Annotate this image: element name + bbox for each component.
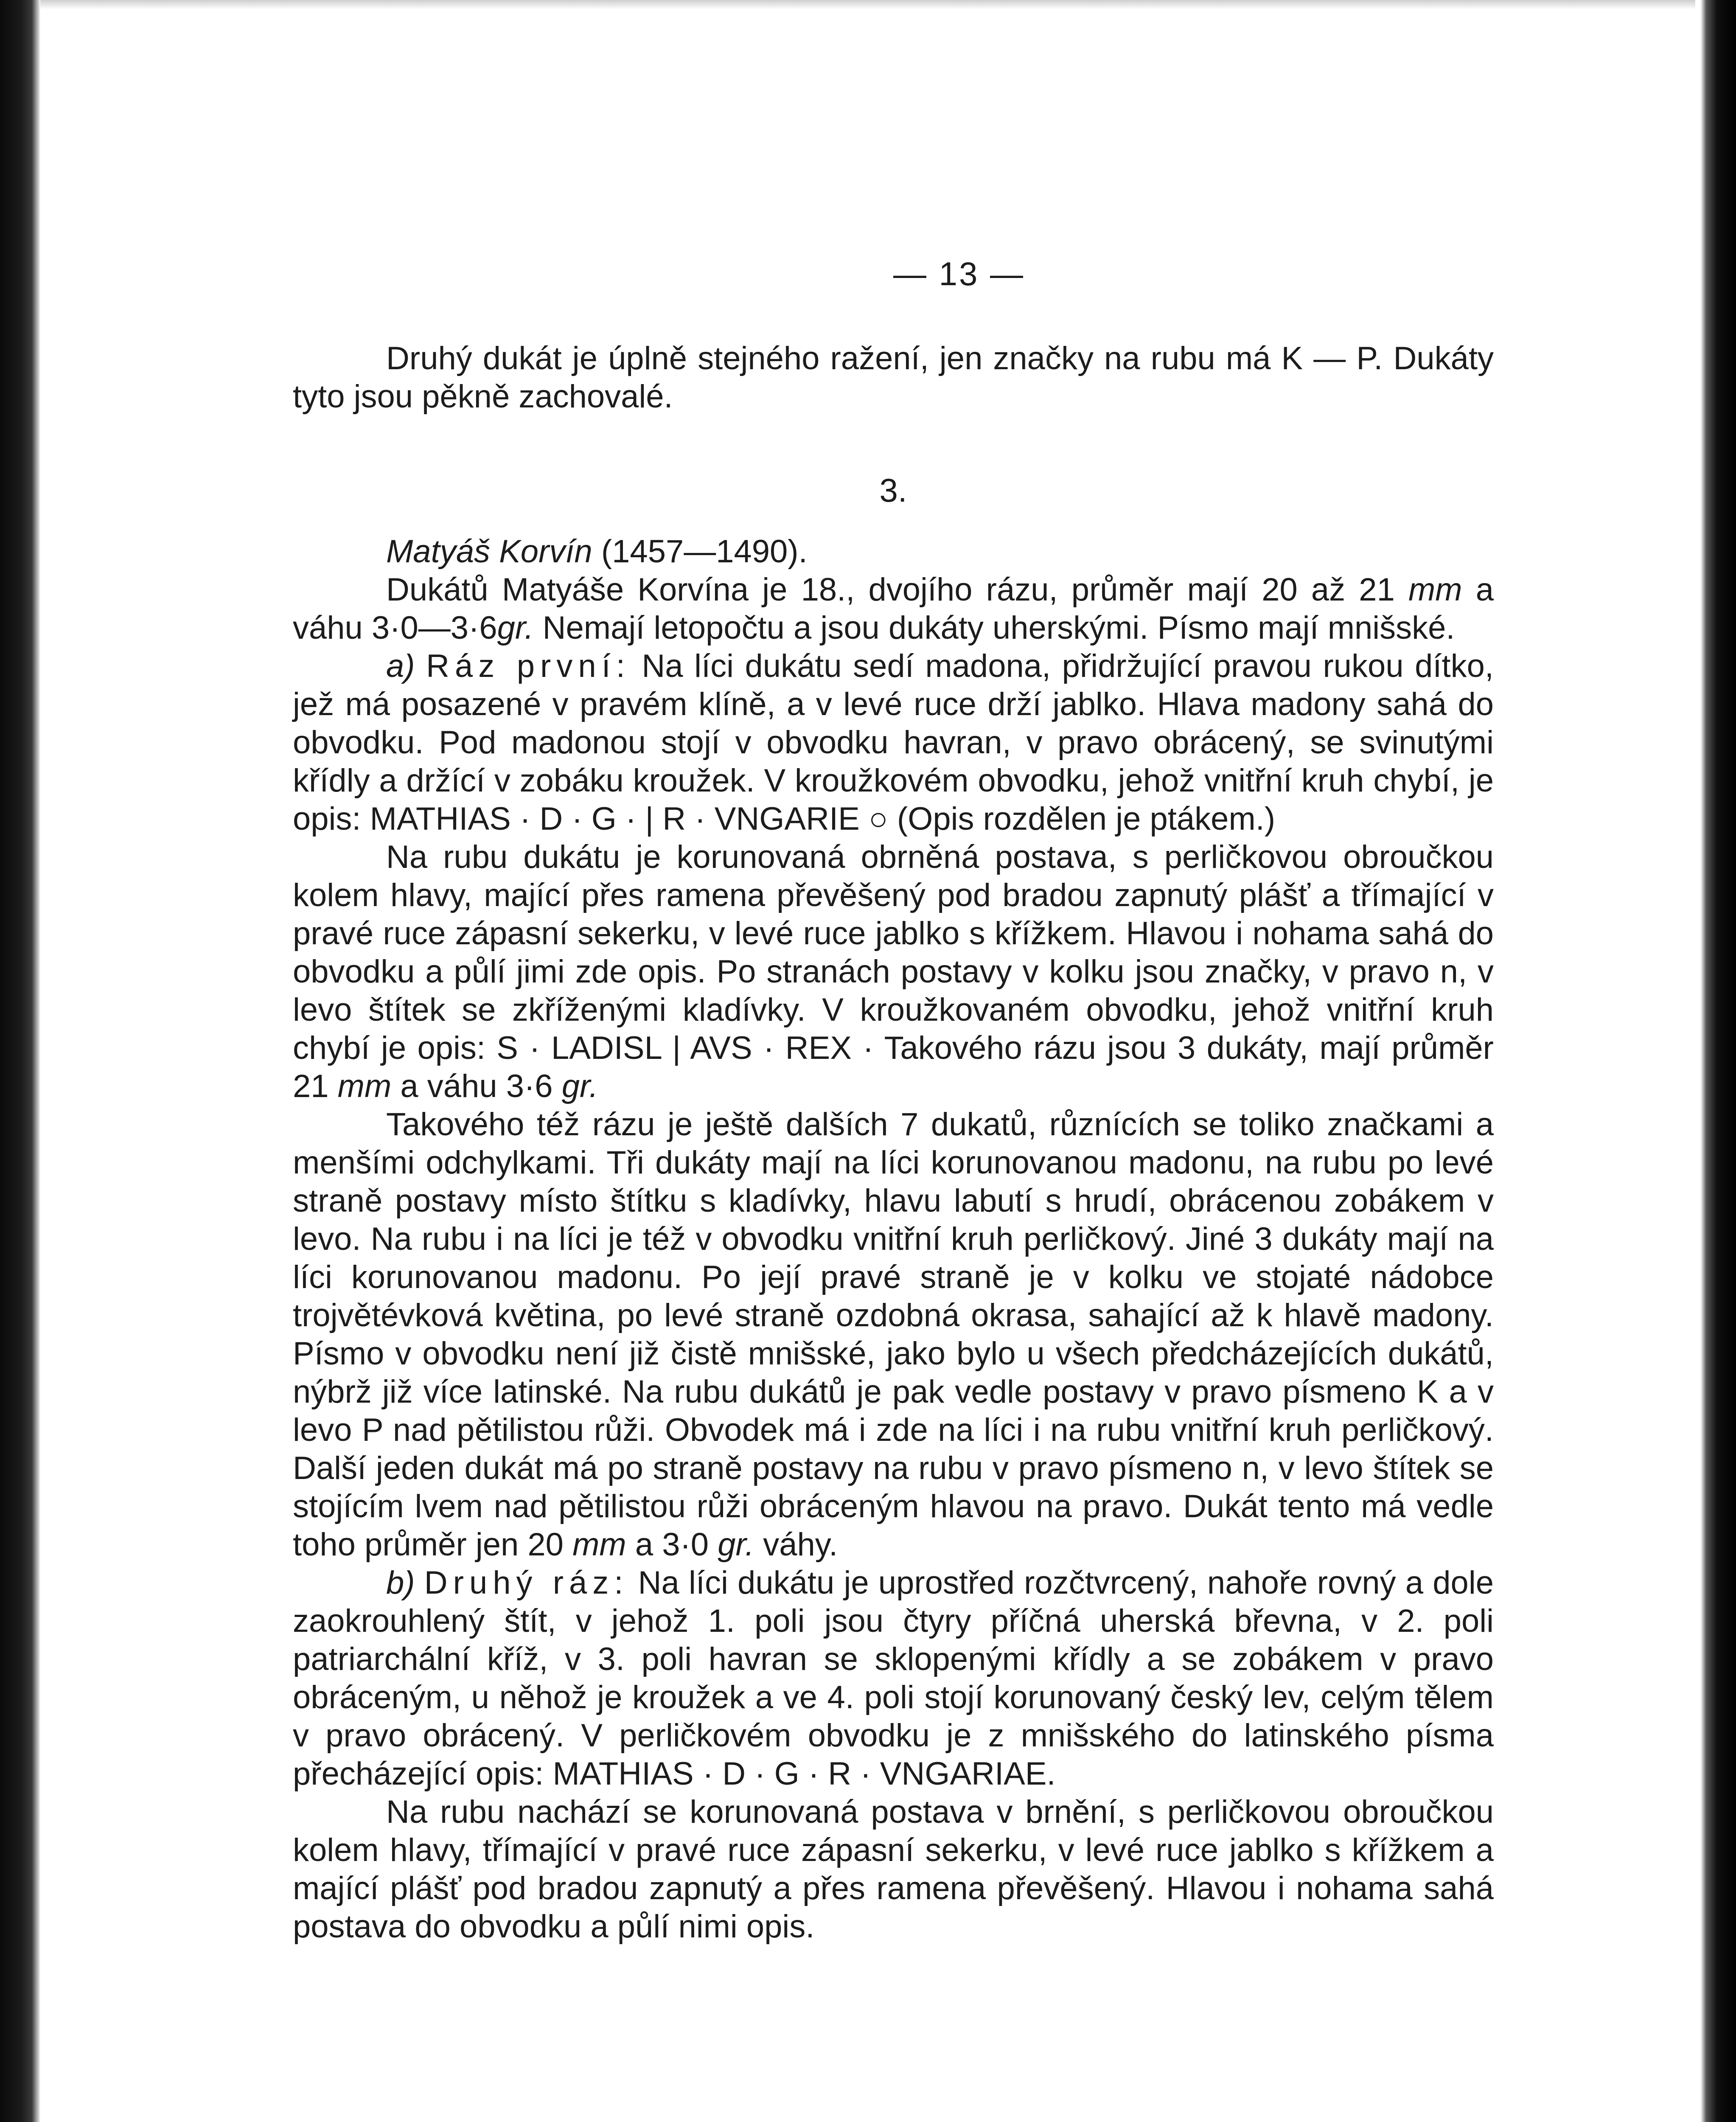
ruler-years: (1457—1490). xyxy=(601,533,808,570)
type-a-label: a) xyxy=(386,648,415,684)
type-a-text: Na líci dukátu sedí madona, přidržující pravou rukou dítko, jež má posazené v pravém klíně, a v levé ruce drží jablko. Hlava madony sahá do obvodku. Pod madonou stojí v obvodku havran, v pravo obrácený, se svinutými křídly a držící v zobáku kroužek. V kroužkovém obvodku, jehož vnitřní kruh chybí, je opis: MATHIAS · D · G · | R · VNGARIE ○ (Opis rozdělen je ptákem.) xyxy=(293,648,1494,837)
reverse-text-a: Na rubu dukátu je korunovaná obrněná postava, s perličkovou obroučkou kolem hlavy, mající přes ramena převěšený pod bradou zapnutý plášť a třímající v pravé ruce zápasní sekerku, v levé ruce jablko s křížkem. Hlavou i nohama sahá do obvodku a půlí jimi zde opis. Po stranách postavy v kolku jsou značky, v pravo n, v levo štítek se zkříženými kladívky. V kroužkovaném obvodku, jehož vnitřní kruh chybí je opis: S · LADISL | AVS · REX · Takového rázu jsou 3 dukáty, mají průměr 21 xyxy=(293,839,1494,1104)
unit-mm: mm xyxy=(337,1068,392,1104)
final-paragraph: Na rubu nachází se korunovaná postava v brnění, s perličkovou obroučkou kolem hlavy, třímající v pravé ruce zápasní sekerku, v levé ruce jablko s křížkem a mající plášť pod bradou zapnutý a přes ramena převěšený. Hlavou i nohama sahá postava do obvodku a půlí nimi opis. xyxy=(293,1794,1494,1945)
ruler-name: Matyáš Korvín xyxy=(386,533,592,570)
unit-mm: mm xyxy=(572,1527,626,1563)
variants-text-a: Takového též rázu je ještě dalších 7 dukatů, různících se toliko značkami a menšími odchylkami. Tři dukáty mají na líci korunovanou madonu, na rubu po levé straně postavy místo štítku s kladívky, hlavu labutí s hrudí, obrácenou zobákem v levo. Na rubu i na líci je též v obvodku vnitřní kruh perličkový. Jiné 3 dukáty mají na líci korunovanou madonu. Po její pravé straně je v kolku ve stojaté nádobce trojvětévková květina, po levé straně ozdobná okrasa, sahající až k hlavě madony. Písmo v obvodku není již čistě mnišské, jako bylo u všech předcházejících dukátů, nýbrž již více latinské. Na rubu dukátů je pak vedle postavy v pravo písmeno K a v levo P nad pětilistou růži. Obvodek má i zde na líci i na rubu vnitřní kruh perličkový. Další jeden dukát má po straně postavy na rubu v pravo písmeno n, v levo štítek se stojícím lvem nad pětilistou růži obráceným hlavou na pravo. Dukát tento má vedle toho průměr jen 20 xyxy=(293,1106,1494,1563)
scan-border-top xyxy=(40,0,1695,9)
page-content xyxy=(293,255,1494,1946)
ruler-heading xyxy=(386,533,1494,571)
variants-paragraph xyxy=(293,1106,1494,1564)
scan-border-left xyxy=(0,0,40,2122)
unit-gr: gr. xyxy=(561,1068,598,1104)
type-b-text: Na líci dukátu je uprostřed rozčtvrcený, nahoře rovný a dole zaokrouhlený štít, v jehož 1. poli jsou čtyry příčná uherská břevna, v 2. poli patriarchální kříž, v 3. poli havran se sklopenými křídly a se zobákem v pravo obráceným, u něhož je kroužek a ve 4. poli stojí korunovaný český lev, celým tělem v pravo obrácený. V perličkovém obvodku je z mnišského do latinského písma přecházející opis: MATHIAS · D · G · R · VNGARIAE. xyxy=(293,1565,1494,1792)
overview-paragraph xyxy=(293,571,1494,647)
variants-text-c: váhy. xyxy=(763,1527,838,1563)
variants-text-b: a 3·0 xyxy=(635,1527,709,1563)
reverse-paragraph xyxy=(293,838,1494,1106)
type-b-label: b) xyxy=(386,1565,415,1601)
type-b-paragraph xyxy=(293,1564,1494,1793)
unit-gr: gr. xyxy=(497,610,534,646)
reverse-text-b: a váhu 3·6 xyxy=(400,1068,553,1104)
type-a-paragraph xyxy=(293,647,1494,838)
page-number: — 13 — xyxy=(893,255,1025,292)
unit-mm: mm xyxy=(1408,572,1462,608)
unit-gr: gr. xyxy=(718,1527,754,1563)
overview-text-c: Nemají letopočtu a jsou dukáty uherskými. Písmo mají mnišské. xyxy=(542,610,1455,646)
intro-line-2: K — P. Dukáty tyto jsou pěkně zachovalé. xyxy=(293,340,1494,415)
scan-border-right xyxy=(1700,0,1736,2122)
intro-paragraph xyxy=(293,340,1494,416)
overview-text-b: a váhu 3·0—3·6 xyxy=(293,572,1494,646)
type-b-title: Druhý ráz: xyxy=(424,1565,629,1601)
overview-text-a: Dukátů Matyáše Korvína je 18., dvojího rázu, průměr mají 20 až 21 xyxy=(386,572,1395,608)
intro-line-1: Druhý dukát je úplně stejného ražení, jen značky na rubu má xyxy=(386,340,1271,376)
section-number: 3. xyxy=(879,472,907,509)
type-a-title: Ráz první: xyxy=(426,648,631,684)
